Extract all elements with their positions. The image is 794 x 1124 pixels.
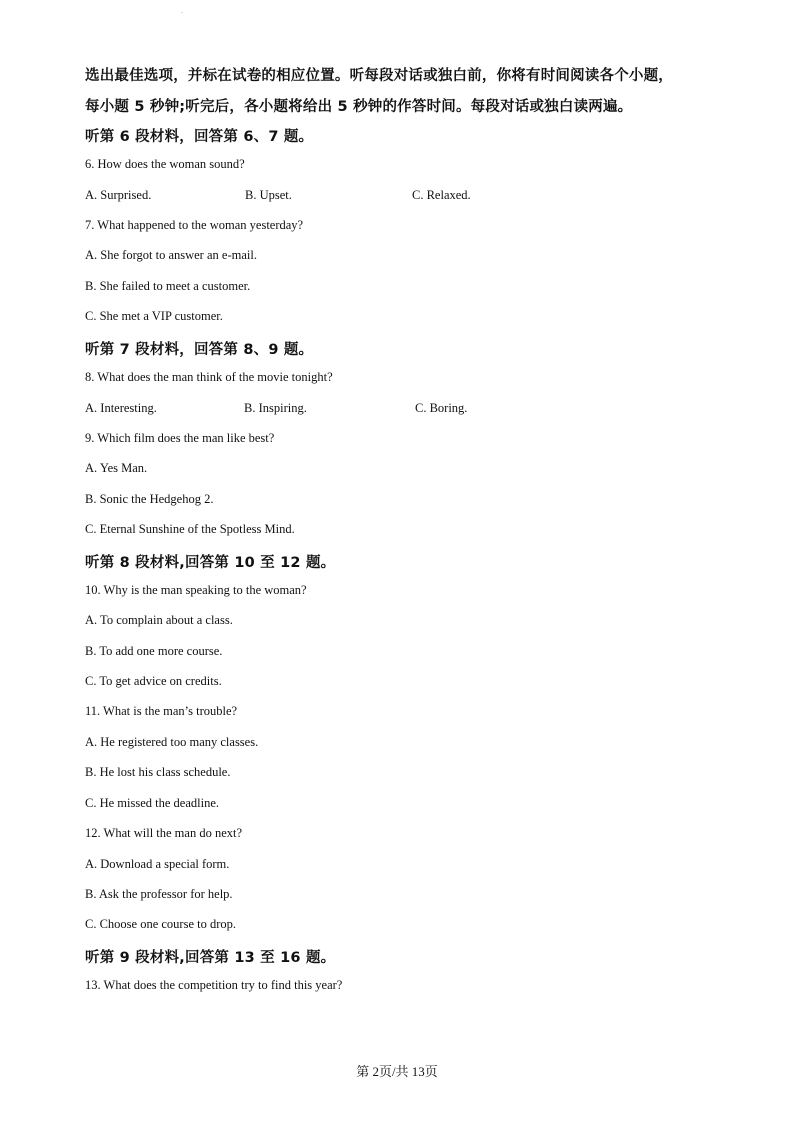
option-b: B. Sonic the Hedgehog 2. (85, 492, 214, 506)
option-a: A. He registered too many classes. (85, 735, 259, 749)
option-c: C. He missed the deadline. (85, 796, 219, 810)
option-a: A. Yes Man. (85, 461, 148, 475)
section-heading: 听第 6 段材料，回答第 6、7 题。 (85, 129, 314, 145)
question-stem: 11. What is the man’s trouble? (85, 704, 238, 718)
option-c: C. Relaxed. (412, 188, 471, 202)
question-stem: 12. What will the man do next? (85, 826, 243, 840)
option-a: A. Download a special form. (85, 857, 230, 871)
option-c: C. Boring. (415, 401, 468, 415)
top-mark: · (181, 10, 183, 17)
option-a: A. She forgot to answer an e-mail. (85, 248, 257, 262)
option-b: B. He lost his class schedule. (85, 765, 231, 779)
option-c: C. To get advice on credits. (85, 674, 222, 688)
instructions-line-1: 选出最佳选项，并标在试卷的相应位置。听每段对话或独白前，你将有时间阅读各个小题， (85, 68, 673, 84)
option-a: A. Interesting. (85, 401, 157, 415)
option-c: C. Choose one course to drop. (85, 917, 237, 931)
section-heading: 听第 8 段材料,回答第 10 至 12 题。 (85, 555, 336, 571)
option-c: C. Eternal Sunshine of the Spotless Mind. (85, 522, 295, 536)
section-heading: 听第 7 段材料，回答第 8、9 题。 (85, 342, 314, 358)
option-a: A. To complain about a class. (85, 613, 233, 627)
option-b: B. She failed to meet a customer. (85, 279, 251, 293)
option-c: C. She met a VIP customer. (85, 309, 223, 323)
option-b: B. Upset. (245, 188, 292, 202)
question-stem: 9. Which film does the man like best? (85, 431, 275, 445)
option-b: B. To add one more course. (85, 644, 223, 658)
option-b: B. Inspiring. (244, 401, 307, 415)
question-stem: 8. What does the man think of the movie tonight? (85, 370, 333, 384)
question-stem: 6. How does the woman sound? (85, 157, 245, 171)
instructions-line-2: 每小题 5 秒钟;听完后，各小题将给出 5 秒钟的作答时间。每段对话或独白读两遍。 (85, 99, 633, 115)
page-footer: 第 2页/共 13页 (356, 1064, 438, 1079)
section-heading: 听第 9 段材料,回答第 13 至 16 题。 (85, 950, 336, 966)
question-stem: 7. What happened to the woman yesterday? (85, 218, 304, 232)
option-b: B. Ask the professor for help. (85, 887, 233, 901)
question-stem: 10. Why is the man speaking to the woman? (85, 583, 307, 597)
question-stem: 13. What does the competition try to find this year? (85, 978, 343, 992)
option-a: A. Surprised. (85, 188, 152, 202)
